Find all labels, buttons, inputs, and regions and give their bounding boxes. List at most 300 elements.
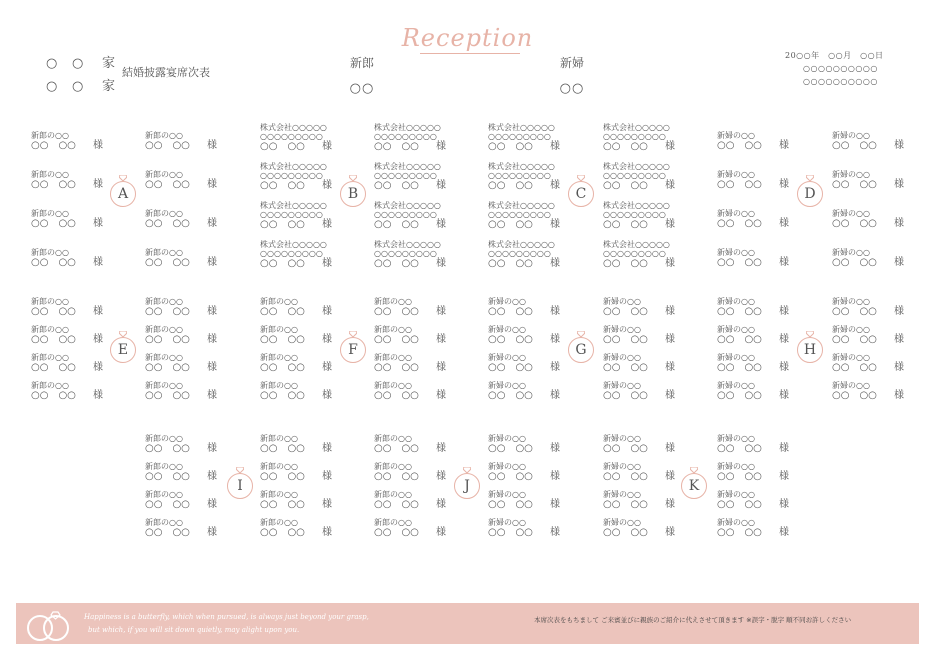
guest-name: ○○ ○○ 様 xyxy=(717,443,789,454)
honorific: 様 xyxy=(550,306,560,317)
table-marker-d xyxy=(797,181,825,209)
honorific: 様 xyxy=(93,218,103,229)
guest-relation: 新婦の○○ xyxy=(488,297,526,306)
honorific: 様 xyxy=(436,334,446,345)
family-name-1: ○ ○ 家 xyxy=(46,56,116,71)
honorific: 様 xyxy=(894,140,904,151)
guest-name: ○○ ○○ 様 xyxy=(717,306,789,317)
guest-name: ○○ ○○ 様 xyxy=(260,499,332,510)
guest-relation: 新婦の○○ xyxy=(832,209,870,218)
venue-line-2: ○○○○○○○○○○ xyxy=(803,77,878,86)
guest-relation: 新婦の○○ xyxy=(603,381,641,390)
guest-seat xyxy=(488,297,600,317)
guest-relation: 新郎の○○ xyxy=(145,353,183,362)
footer-note: 本席次表をもちまして ご来賓並びに親族のご紹介に代えさせて頂きます ※誤字・脱字 順不同お許しください xyxy=(534,616,852,624)
honorific: 様 xyxy=(207,471,217,482)
guest-department: ○○○○○○○○○ xyxy=(374,132,437,141)
event-date: 20○○年 ○○月 ○○日 xyxy=(785,51,884,60)
guest-seat xyxy=(832,209,935,229)
honorific: 様 xyxy=(322,527,332,538)
guest-seat xyxy=(374,434,486,454)
guest-relation: 新郎の○○ xyxy=(374,434,412,443)
reception-logo: Reception xyxy=(401,24,534,52)
guest-company: 株式会社○○○○○ xyxy=(260,123,327,132)
guest-name: ○○ ○○ 様 xyxy=(31,334,103,345)
guest-name: ○○ ○○ 様 xyxy=(603,180,675,191)
honorific: 様 xyxy=(436,471,446,482)
guest-department: ○○○○○○○○○ xyxy=(603,132,666,141)
guest-name: ○○ ○○ 様 xyxy=(603,471,675,482)
guest-name: ○○ ○○ 様 xyxy=(31,257,103,268)
guest-relation: 新婦の○○ xyxy=(603,490,641,499)
honorific: 様 xyxy=(436,141,446,152)
guest-seat xyxy=(603,297,715,317)
footer-band xyxy=(16,603,919,644)
honorific: 様 xyxy=(322,306,332,317)
honorific: 様 xyxy=(322,390,332,401)
guest-company: 株式会社○○○○○ xyxy=(488,201,555,210)
guest-relation: 新郎の○○ xyxy=(31,297,69,306)
guest-relation: 新婦の○○ xyxy=(488,490,526,499)
logo-underline xyxy=(420,53,520,54)
guest-relation: 新婦の○○ xyxy=(717,518,755,527)
honorific: 様 xyxy=(322,180,332,191)
honorific: 様 xyxy=(436,180,446,191)
guest-seat xyxy=(145,353,257,373)
guest-relation: 新婦の○○ xyxy=(832,131,870,140)
guest-relation: 新郎の○○ xyxy=(374,518,412,527)
guest-seat xyxy=(374,162,486,191)
footer-tagline: Happiness is a butterfly, which when pursued, is always just beyond your grasp, but which, if you will sit down quietly, may alight upon you. xyxy=(84,613,369,634)
honorific: 様 xyxy=(207,390,217,401)
guest-name: ○○ ○○ 様 xyxy=(832,306,904,317)
guest-name: ○○ ○○ 様 xyxy=(832,362,904,373)
guest-department: ○○○○○○○○○ xyxy=(488,210,551,219)
guest-department: ○○○○○○○○○ xyxy=(260,210,323,219)
date-block xyxy=(785,49,884,88)
guest-seat xyxy=(603,162,715,191)
guest-name: ○○ ○○ 様 xyxy=(260,390,332,401)
guest-company: 株式会社○○○○○ xyxy=(374,240,441,249)
guest-name: ○○ ○○ 様 xyxy=(488,219,560,230)
table-label: J xyxy=(454,473,480,499)
honorific: 様 xyxy=(665,362,675,373)
honorific: 様 xyxy=(550,527,560,538)
guest-name: ○○ ○○ 様 xyxy=(717,218,789,229)
groom-label: 新郎 xyxy=(349,56,374,70)
guest-seat xyxy=(488,518,600,538)
guest-name: ○○ ○○ 様 xyxy=(488,334,560,345)
honorific: 様 xyxy=(207,443,217,454)
guest-relation: 新郎の○○ xyxy=(374,353,412,362)
honorific: 様 xyxy=(894,362,904,373)
guest-name: ○○ ○○ 様 xyxy=(374,471,446,482)
guest-name: ○○ ○○ 様 xyxy=(145,471,217,482)
guest-relation: 新郎の○○ xyxy=(260,462,298,471)
guest-name: ○○ ○○ 様 xyxy=(488,499,560,510)
guest-name: ○○ ○○ 様 xyxy=(145,390,217,401)
guest-name: ○○ ○○ 様 xyxy=(260,362,332,373)
honorific: 様 xyxy=(779,499,789,510)
guest-name: ○○ ○○ 様 xyxy=(603,443,675,454)
guest-seat xyxy=(374,381,486,401)
guest-name: ○○ ○○ 様 xyxy=(488,443,560,454)
guest-name: ○○ ○○ 様 xyxy=(488,180,560,191)
honorific: 様 xyxy=(550,258,560,269)
guest-seat xyxy=(832,381,935,401)
guest-seat xyxy=(31,248,143,268)
guest-name: ○○ ○○ 様 xyxy=(717,179,789,190)
honorific: 様 xyxy=(207,334,217,345)
honorific: 様 xyxy=(665,527,675,538)
guest-name: ○○ ○○ 様 xyxy=(832,390,904,401)
honorific: 様 xyxy=(436,258,446,269)
guest-name: ○○ ○○ 様 xyxy=(374,390,446,401)
guest-relation: 新婦の○○ xyxy=(488,518,526,527)
guest-name: ○○ ○○ 様 xyxy=(374,180,446,191)
bride-block xyxy=(552,54,592,96)
guest-name: ○○ ○○ 様 xyxy=(488,527,560,538)
guest-seat xyxy=(145,170,257,190)
table-label: E xyxy=(110,337,136,363)
guest-seat xyxy=(145,434,257,454)
honorific: 様 xyxy=(93,179,103,190)
guest-seat xyxy=(832,248,935,268)
guest-seat xyxy=(260,297,372,317)
honorific: 様 xyxy=(779,334,789,345)
honorific: 様 xyxy=(322,219,332,230)
guest-seat xyxy=(832,353,935,373)
guest-name: ○○ ○○ 様 xyxy=(717,527,789,538)
guest-name: ○○ ○○ 様 xyxy=(145,140,217,151)
honorific: 様 xyxy=(93,257,103,268)
guest-seat xyxy=(260,518,372,538)
guest-relation: 新郎の○○ xyxy=(260,297,298,306)
honorific: 様 xyxy=(207,306,217,317)
guest-relation: 新婦の○○ xyxy=(603,353,641,362)
guest-relation: 新郎の○○ xyxy=(374,297,412,306)
guest-seat xyxy=(31,209,143,229)
honorific: 様 xyxy=(550,471,560,482)
guest-relation: 新婦の○○ xyxy=(832,381,870,390)
guest-seat xyxy=(832,325,935,345)
guest-department: ○○○○○○○○○ xyxy=(260,132,323,141)
guest-seat xyxy=(145,248,257,268)
guest-relation: 新婦の○○ xyxy=(717,170,755,179)
guest-department: ○○○○○○○○○ xyxy=(374,210,437,219)
wedding-rings-icon xyxy=(22,606,80,644)
guest-department: ○○○○○○○○○ xyxy=(603,171,666,180)
guest-relation: 新郎の○○ xyxy=(145,248,183,257)
guest-name: ○○ ○○ 様 xyxy=(603,334,675,345)
honorific: 様 xyxy=(665,141,675,152)
guest-name: ○○ ○○ 様 xyxy=(31,362,103,373)
guest-relation: 新郎の○○ xyxy=(260,353,298,362)
guest-seat xyxy=(145,381,257,401)
guest-relation: 新郎の○○ xyxy=(145,381,183,390)
guest-seat xyxy=(145,518,257,538)
guest-name: ○○ ○○ 様 xyxy=(603,219,675,230)
guest-company: 株式会社○○○○○ xyxy=(603,201,670,210)
guest-seat xyxy=(488,434,600,454)
guest-name: ○○ ○○ 様 xyxy=(717,390,789,401)
guest-relation: 新郎の○○ xyxy=(145,297,183,306)
honorific: 様 xyxy=(207,140,217,151)
guest-relation: 新郎の○○ xyxy=(145,518,183,527)
guest-seat xyxy=(31,131,143,151)
guest-relation: 新郎の○○ xyxy=(31,381,69,390)
guest-relation: 新郎の○○ xyxy=(145,131,183,140)
guest-seat xyxy=(717,518,829,538)
honorific: 様 xyxy=(322,362,332,373)
guest-seat xyxy=(145,131,257,151)
guest-seat xyxy=(145,297,257,317)
guest-name: ○○ ○○ 様 xyxy=(603,141,675,152)
guest-company: 株式会社○○○○○ xyxy=(260,162,327,171)
guest-department: ○○○○○○○○○ xyxy=(488,171,551,180)
guest-seat xyxy=(260,381,372,401)
guest-department: ○○○○○○○○○ xyxy=(488,132,551,141)
guest-name: ○○ ○○ 様 xyxy=(260,334,332,345)
table-marker-h xyxy=(797,337,825,365)
guest-seat xyxy=(603,434,715,454)
guest-name: ○○ ○○ 様 xyxy=(145,443,217,454)
guest-company: 株式会社○○○○○ xyxy=(488,123,555,132)
guest-relation: 新婦の○○ xyxy=(717,248,755,257)
guest-seat xyxy=(374,353,486,373)
guest-name: ○○ ○○ 様 xyxy=(832,257,904,268)
guest-relation: 新郎の○○ xyxy=(145,490,183,499)
guest-seat xyxy=(374,123,486,152)
honorific: 様 xyxy=(779,306,789,317)
table-marker-f xyxy=(340,337,368,365)
guest-name: ○○ ○○ 様 xyxy=(145,527,217,538)
guest-name: ○○ ○○ 様 xyxy=(260,141,332,152)
guest-name: ○○ ○○ 様 xyxy=(832,140,904,151)
guest-seat xyxy=(374,240,486,269)
guest-seat xyxy=(603,325,715,345)
guest-name: ○○ ○○ 様 xyxy=(603,390,675,401)
guest-relation: 新郎の○○ xyxy=(31,353,69,362)
guest-relation: 新郎の○○ xyxy=(145,434,183,443)
guest-seat xyxy=(717,209,829,229)
guest-company: 株式会社○○○○○ xyxy=(374,123,441,132)
honorific: 様 xyxy=(550,334,560,345)
guest-name: ○○ ○○ 様 xyxy=(31,390,103,401)
guest-company: 株式会社○○○○○ xyxy=(374,162,441,171)
table-marker-c xyxy=(568,181,596,209)
guest-relation: 新婦の○○ xyxy=(488,462,526,471)
guest-seat xyxy=(260,490,372,510)
honorific: 様 xyxy=(207,527,217,538)
guest-relation: 新郎の○○ xyxy=(260,434,298,443)
guest-seat xyxy=(603,518,715,538)
guest-seat xyxy=(374,325,486,345)
guest-name: ○○ ○○ 様 xyxy=(717,499,789,510)
guest-name: ○○ ○○ 様 xyxy=(260,527,332,538)
table-label: I xyxy=(227,473,253,499)
guest-department: ○○○○○○○○○ xyxy=(260,249,323,258)
honorific: 様 xyxy=(665,443,675,454)
guest-relation: 新婦の○○ xyxy=(488,434,526,443)
honorific: 様 xyxy=(322,499,332,510)
honorific: 様 xyxy=(93,140,103,151)
table-marker-g xyxy=(568,337,596,365)
guest-name: ○○ ○○ 様 xyxy=(260,258,332,269)
guest-company: 株式会社○○○○○ xyxy=(603,240,670,249)
guest-name: ○○ ○○ 様 xyxy=(488,258,560,269)
table-marker-a xyxy=(110,181,138,209)
honorific: 様 xyxy=(207,179,217,190)
guest-name: ○○ ○○ 様 xyxy=(603,527,675,538)
guest-department: ○○○○○○○○○ xyxy=(374,171,437,180)
honorific: 様 xyxy=(665,180,675,191)
guest-relation: 新婦の○○ xyxy=(832,248,870,257)
guest-seat xyxy=(832,297,935,317)
table-label: F xyxy=(340,337,366,363)
table-marker-e xyxy=(110,337,138,365)
guest-name: ○○ ○○ 様 xyxy=(832,218,904,229)
honorific: 様 xyxy=(322,258,332,269)
honorific: 様 xyxy=(550,219,560,230)
guest-relation: 新婦の○○ xyxy=(832,325,870,334)
honorific: 様 xyxy=(322,471,332,482)
honorific: 様 xyxy=(779,527,789,538)
guest-company: 株式会社○○○○○ xyxy=(374,201,441,210)
honorific: 様 xyxy=(550,362,560,373)
groom-name: ○○ xyxy=(349,81,375,96)
guest-name: ○○ ○○ 様 xyxy=(603,258,675,269)
guest-relation: 新郎の○○ xyxy=(145,209,183,218)
guest-seat xyxy=(488,462,600,482)
honorific: 様 xyxy=(894,218,904,229)
guest-seat xyxy=(717,297,829,317)
guest-name: ○○ ○○ 様 xyxy=(717,334,789,345)
guest-name: ○○ ○○ 様 xyxy=(145,306,217,317)
honorific: 様 xyxy=(550,499,560,510)
guest-name: ○○ ○○ 様 xyxy=(603,306,675,317)
guest-name: ○○ ○○ 様 xyxy=(832,334,904,345)
guest-relation: 新婦の○○ xyxy=(603,325,641,334)
honorific: 様 xyxy=(550,180,560,191)
guest-department: ○○○○○○○○○ xyxy=(488,249,551,258)
guest-name: ○○ ○○ 様 xyxy=(374,334,446,345)
guest-name: ○○ ○○ 様 xyxy=(488,471,560,482)
honorific: 様 xyxy=(779,140,789,151)
guest-name: ○○ ○○ 様 xyxy=(717,362,789,373)
guest-relation: 新郎の○○ xyxy=(260,325,298,334)
honorific: 様 xyxy=(779,443,789,454)
guest-seat xyxy=(603,381,715,401)
honorific: 様 xyxy=(894,334,904,345)
guest-company: 株式会社○○○○○ xyxy=(603,123,670,132)
guest-seat xyxy=(488,240,600,269)
honorific: 様 xyxy=(665,499,675,510)
honorific: 様 xyxy=(779,257,789,268)
guest-seat xyxy=(603,353,715,373)
guest-name: ○○ ○○ 様 xyxy=(374,219,446,230)
guest-company: 株式会社○○○○○ xyxy=(488,162,555,171)
guest-seat xyxy=(717,248,829,268)
honorific: 様 xyxy=(207,218,217,229)
guest-relation: 新婦の○○ xyxy=(717,209,755,218)
guest-company: 株式会社○○○○○ xyxy=(488,240,555,249)
guest-name: ○○ ○○ 様 xyxy=(145,257,217,268)
guest-seat xyxy=(145,325,257,345)
honorific: 様 xyxy=(665,334,675,345)
guest-relation: 新郎の○○ xyxy=(31,209,69,218)
honorific: 様 xyxy=(207,257,217,268)
guest-seat xyxy=(260,123,372,152)
honorific: 様 xyxy=(894,390,904,401)
guest-relation: 新郎の○○ xyxy=(145,170,183,179)
honorific: 様 xyxy=(665,471,675,482)
guest-name: ○○ ○○ 様 xyxy=(374,258,446,269)
guest-seat xyxy=(717,381,829,401)
guest-relation: 新郎の○○ xyxy=(31,248,69,257)
guest-name: ○○ ○○ 様 xyxy=(260,443,332,454)
guest-seat xyxy=(603,201,715,230)
table-marker-b xyxy=(340,181,368,209)
guest-relation: 新婦の○○ xyxy=(717,490,755,499)
table-label: D xyxy=(797,181,823,207)
honorific: 様 xyxy=(779,179,789,190)
honorific: 様 xyxy=(436,219,446,230)
groom-block xyxy=(342,54,382,96)
honorific: 様 xyxy=(436,443,446,454)
guest-relation: 新婦の○○ xyxy=(717,325,755,334)
guest-name: ○○ ○○ 様 xyxy=(374,443,446,454)
guest-relation: 新婦の○○ xyxy=(717,131,755,140)
guest-name: ○○ ○○ 様 xyxy=(31,140,103,151)
guest-seat xyxy=(488,123,600,152)
bride-name: ○○ xyxy=(559,81,585,96)
guest-name: ○○ ○○ 様 xyxy=(260,471,332,482)
guest-seat xyxy=(260,462,372,482)
table-label: C xyxy=(568,181,594,207)
guest-name: ○○ ○○ 様 xyxy=(260,180,332,191)
honorific: 様 xyxy=(779,390,789,401)
guest-company: 株式会社○○○○○ xyxy=(603,162,670,171)
guest-name: ○○ ○○ 様 xyxy=(145,362,217,373)
guest-relation: 新婦の○○ xyxy=(832,297,870,306)
guest-seat xyxy=(145,209,257,229)
venue-line-1: ○○○○○○○○○○ xyxy=(803,64,878,73)
guest-relation: 新婦の○○ xyxy=(603,297,641,306)
honorific: 様 xyxy=(93,334,103,345)
table-label: A xyxy=(110,181,136,207)
guest-name: ○○ ○○ 様 xyxy=(31,179,103,190)
honorific: 様 xyxy=(665,390,675,401)
guest-seat xyxy=(717,131,829,151)
honorific: 様 xyxy=(436,527,446,538)
guest-relation: 新婦の○○ xyxy=(832,353,870,362)
honorific: 様 xyxy=(550,443,560,454)
guest-seat xyxy=(832,131,935,151)
guest-name: ○○ ○○ 様 xyxy=(374,362,446,373)
honorific: 様 xyxy=(436,362,446,373)
honorific: 様 xyxy=(93,362,103,373)
guest-name: ○○ ○○ 様 xyxy=(717,257,789,268)
guest-seat xyxy=(832,170,935,190)
guest-seat xyxy=(717,434,829,454)
guest-name: ○○ ○○ 様 xyxy=(488,362,560,373)
guest-name: ○○ ○○ 様 xyxy=(374,141,446,152)
honorific: 様 xyxy=(779,362,789,373)
guest-seat xyxy=(374,297,486,317)
guest-name: ○○ ○○ 様 xyxy=(488,390,560,401)
table-marker-i xyxy=(227,473,255,501)
